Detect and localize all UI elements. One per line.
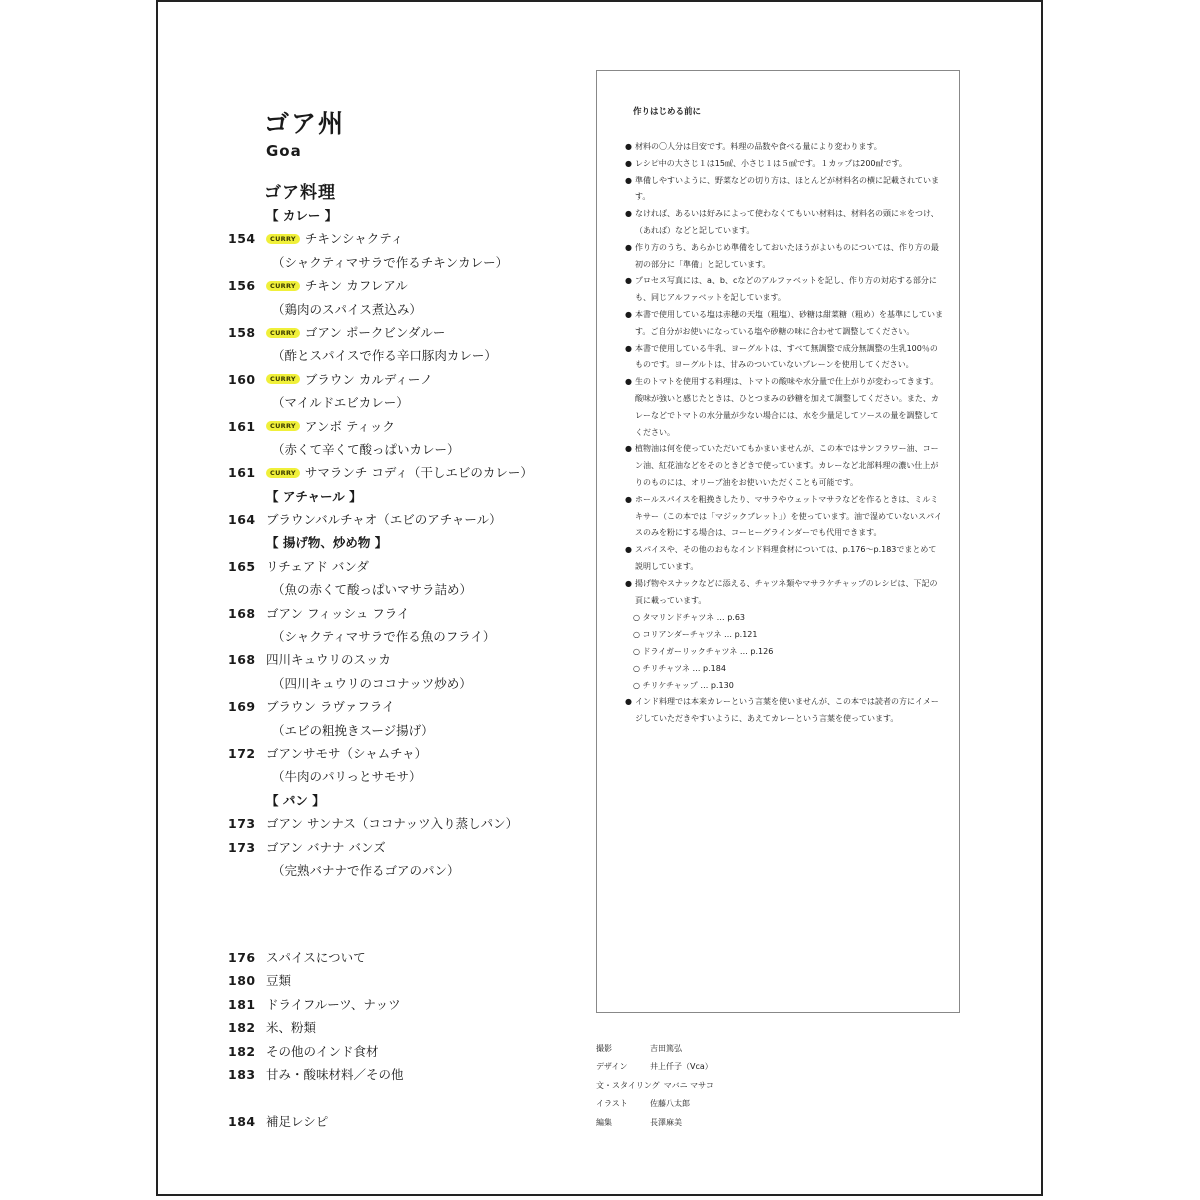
toc-entry: サマランチ コディ（干しエビのカレー） [304,465,533,481]
toc-entry: ゴアン フィッシュ フライ [266,605,410,621]
curry-badge: CURRY [266,328,300,338]
toc-page-number: 156 [228,278,256,294]
toc-row [228,648,588,671]
toc-entry: 米、粉類 [266,1020,317,1036]
note-item [625,156,943,173]
notes-title: 作りはじめる前に [633,107,702,117]
toc-page-number: 158 [228,324,256,340]
bullet-icon: ● [625,697,632,707]
note-item [625,374,943,441]
credit-row [596,1058,960,1076]
bullet-icon: ● [625,175,632,185]
toc-row [228,993,588,1016]
toc-row [228,274,588,297]
toc-page-number: 154 [228,231,256,247]
toc-entry: ゴアン ポークビンダルー [304,324,446,340]
toc-entry: チキン カフレアル [304,278,408,294]
credit-name: 長澤麻美 [650,1117,682,1127]
note-text: 本書で使用している塩は赤穂の天塩（粗塩）、砂糖は甜菜糖（粗め）を基準にしています。ご自分がお使いになっている塩や砂糖の味に合わせて調整してください。 [635,309,943,336]
note-text: なければ、あるいは好みによって使わなくてもいい材料は、材料名の頭に＊をつけ、（あれば）などと記しています。 [635,209,939,235]
toc-row [228,391,588,414]
toc-entry: ブラウンバルチャオ（エビのアチャール） [266,512,502,528]
toc-entry: 四川キュウリのスッカ [266,652,391,668]
note-text: ホールスパイスを粗挽きしたり、マサラやウェットマサラなどを作るときは、ミルミキサー（この本では「マジックブレット」）を使っています。油で湿めていないスパイスのみを粉にする場合は、コーヒーグラインダーでも代用できます。 [635,494,942,538]
curry-badge: CURRY [266,421,300,431]
toc-subtitle: （シャクティマサラで作る魚のフライ） [272,629,496,645]
toc-row [228,298,588,321]
note-item [625,694,943,728]
toc-entry: リチェアド バンダ [266,558,369,574]
curry-badge: CURRY [266,468,300,478]
toc-row [228,321,588,344]
toc-entry: 補足レシピ [266,1113,329,1129]
note-item [625,173,943,207]
credit-role: 文・スタイリング [596,1080,660,1090]
toc-row [228,1063,588,1086]
toc-entry: 豆類 [266,973,292,989]
toc-row [228,531,588,554]
toc-row [228,719,588,742]
toc-subtitle: （四川キュウリのココナッツ炒め） [272,675,472,691]
toc-row [228,438,588,461]
credit-name: 佐藤八太郎 [650,1099,690,1109]
note-item [625,492,943,542]
toc-entry: スパイスについて [266,950,366,965]
note-subitem: ○ チリチャツネ … p.184 [633,664,726,674]
toc-page-number: 182 [228,1020,256,1036]
toc-page-number: 168 [228,605,256,621]
note-text: 作り方のうち、あらかじめ準備をしておいたほうがよいものについては、作り方の最初の部分に「準備」と記しています。 [635,242,939,269]
note-text: スパイスや、その他のおもなインド料理食材については、p.176〜p.183でまとめて説明しています。 [635,545,937,571]
toc-row [228,508,588,531]
note-text: 植物油は何を使っていただいてもかまいませんが、この本ではサンフラワー油、コーン油、紅花油などをそのときどきで使っています。カレーなど北部料理の濃い仕上がりのものには、オリーブ油をお使いいただくことも可能です。 [635,444,939,487]
toc-subtitle: （エビの粗挽きスージ揚げ） [272,722,434,738]
credit-name: マバニ マサコ [663,1080,714,1090]
toc-subtitle: （鶏肉のスパイス煮込み） [272,301,422,317]
bullet-icon: ● [625,276,632,286]
toc-row [228,578,588,601]
toc-row [228,836,588,859]
toc-entry: ブラウン カルディーノ [304,371,433,387]
toc-subtitle: （酢とスパイスで作る辛口豚肉カレー） [272,348,497,364]
page-subtitle: Goa [266,142,302,160]
notes-box [596,70,960,1013]
toc-page-number: 165 [228,558,256,574]
note-subitem: ○ チリケチャップ … p.130 [633,681,734,691]
toc-category: 【 パン 】 [266,792,325,808]
toc-subtitle: （シャクティマサラで作るチキンカレー） [272,254,509,270]
toc-subtitle: （赤くて辛くて酸っぱいカレー） [272,441,460,457]
note-item [625,542,943,576]
toc-page-number: 183 [228,1066,256,1082]
toc-row [228,946,588,969]
toc-row [228,555,588,578]
bullet-icon: ● [625,158,632,168]
bullet-icon: ● [625,142,632,151]
recipe-toc [228,204,588,882]
toc-row [228,765,588,788]
toc-page-number: 160 [228,371,256,387]
credit-role: デザイン [596,1062,628,1072]
toc-subtitle: （完熟バナナで作るゴアのパン） [272,862,460,878]
reference-toc [228,946,588,1133]
note-text: 準備しやすいように、野菜などの切り方は、ほとんどが材料名の横に記載されています。 [635,175,939,202]
credit-row [596,1114,960,1132]
toc-row [228,251,588,274]
toc-entry: チキンシャクティ [304,231,404,247]
bullet-icon: ● [625,309,632,319]
credits [596,1040,960,1132]
toc-row [228,812,588,835]
credit-role: イラスト [596,1099,628,1109]
toc-row [228,742,588,765]
note-item [625,240,943,274]
toc-subtitle: （魚の赤くて酸っぱいマサラ詰め） [272,582,473,598]
toc-entry: その他のインド食材 [266,1043,379,1059]
credit-role: 編集 [596,1117,612,1127]
toc-page-number: 182 [228,1043,256,1059]
toc-row [228,969,588,992]
note-item [625,139,943,156]
credit-row [596,1040,960,1058]
toc-entry: ゴアン バナナ バンズ [266,839,386,855]
toc-row [228,204,588,227]
toc-entry: アンボ ティック [304,418,395,434]
note-item [625,206,943,240]
bullet-icon: ● [625,377,632,387]
toc-page-number: 180 [228,973,256,989]
toc-row [228,344,588,367]
toc-row [228,485,588,508]
note-item [625,576,943,610]
toc-page-number: 181 [228,996,256,1012]
toc-row [228,789,588,812]
note-subitem: ○ タマリンドチャツネ … p.63 [633,613,746,623]
curry-badge: CURRY [266,234,300,244]
toc-row [228,1016,588,1039]
note-text: 揚げ物やスナックなどに添える、チャツネ類やマサラケチャップのレシピは、下記の頁に載っています。 [635,578,938,605]
toc-category: 【 揚げ物、炒め物 】 [266,535,388,551]
credit-row [596,1095,960,1113]
curry-badge: CURRY [266,281,300,291]
toc-page-number: 184 [228,1113,256,1129]
toc-category: 【 カレー 】 [266,208,338,223]
toc-page-number: 168 [228,652,256,668]
bullet-icon: ● [625,545,632,555]
bullet-icon: ● [625,343,632,353]
page-title: ゴア州 [264,109,346,138]
toc-row [228,859,588,882]
bullet-icon: ● [625,209,632,219]
note-text: 生のトマトを使用する料理は、トマトの酸味や水分量で仕上がりが変わってきます。酸味が強いと感じたときは、ひとつまみの砂糖を加えて調整してください。また、カレーなどでトマトの水分量が少ない場合には、水を少量足してソースの量を調整してください。 [635,377,939,437]
toc-row [228,695,588,718]
toc-row [228,1040,588,1063]
credit-name: 井上仟子（Vca） [650,1062,713,1072]
note-text: インド料理では本来カレーという言葉を使いませんが、この本では読者の方にイメージしていただきやすいように、あえてカレーという言葉を使っています。 [635,697,939,724]
note-text: プロセス写真には、a、b、cなどのアルファベットを記し、作り方の対応する部分にも、同じアルファベットを記しています。 [635,276,937,303]
toc-entry: ブラウン ラヴァフライ [266,699,395,715]
toc-page-number: 173 [228,816,256,832]
toc-entry: 甘み・酸味材料／その他 [266,1066,404,1082]
toc-page-number: 176 [228,950,256,965]
note-subitem: ○ ドライガーリックチャツネ … p.126 [633,647,774,657]
note-item [625,341,943,375]
toc-category: 【 アチャール 】 [266,488,362,504]
toc-page-number: 169 [228,699,256,715]
toc-row [228,602,588,625]
toc-entry: ドライフルーツ、ナッツ [266,996,401,1012]
toc-spacer [228,1086,588,1109]
credit-row [596,1077,960,1095]
credit-name: 吉田篤弘 [650,1044,682,1053]
bullet-icon: ● [625,494,632,504]
credit-role: 撮影 [596,1044,612,1053]
toc-row [228,672,588,695]
toc-page-number: 172 [228,745,256,761]
note-item [625,441,943,491]
toc-page-number: 161 [228,465,256,481]
toc-row [228,368,588,391]
toc-page-number: 173 [228,839,256,855]
toc-entry: ゴアンサモサ（シャムチャ） [266,745,428,761]
notes-list [625,139,943,728]
toc-page-number: 161 [228,418,256,434]
toc-subtitle: （マイルドエビカレー） [272,395,409,411]
toc-row [228,461,588,484]
note-text: 本書で使用している牛乳、ヨーグルトは、すべて無調整で成分無調整の生乳100％のものです。ヨーグルトは、甘みのついていないプレーンを使用してください。 [635,343,938,370]
toc-row [228,1110,588,1133]
curry-badge: CURRY [266,374,300,384]
toc-entry: ゴアン サンナス（ココナッツ入り蒸しパン） [266,816,519,832]
toc-row [228,227,588,250]
toc-subtitle: （牛肉のパリっとサモサ） [272,769,422,785]
toc-row [228,625,588,648]
toc-page-number: 164 [228,512,256,528]
note-text: レシピ中の大さじ１は15㎖、小さじ１は５㎖です。１カップは200㎖です。 [635,158,907,168]
bullet-icon: ● [625,444,632,454]
section-heading: ゴア料理 [264,183,336,203]
note-item [625,273,943,307]
note-item [625,307,943,341]
bullet-icon: ● [625,242,632,252]
toc-row [228,415,588,438]
note-subitem: ○ コリアンダーチャツネ … p.121 [633,630,758,640]
bullet-icon: ● [625,578,632,588]
note-text: 材料の〇人分は目安です。料理の品数や食べる量により変わります。 [635,142,882,151]
